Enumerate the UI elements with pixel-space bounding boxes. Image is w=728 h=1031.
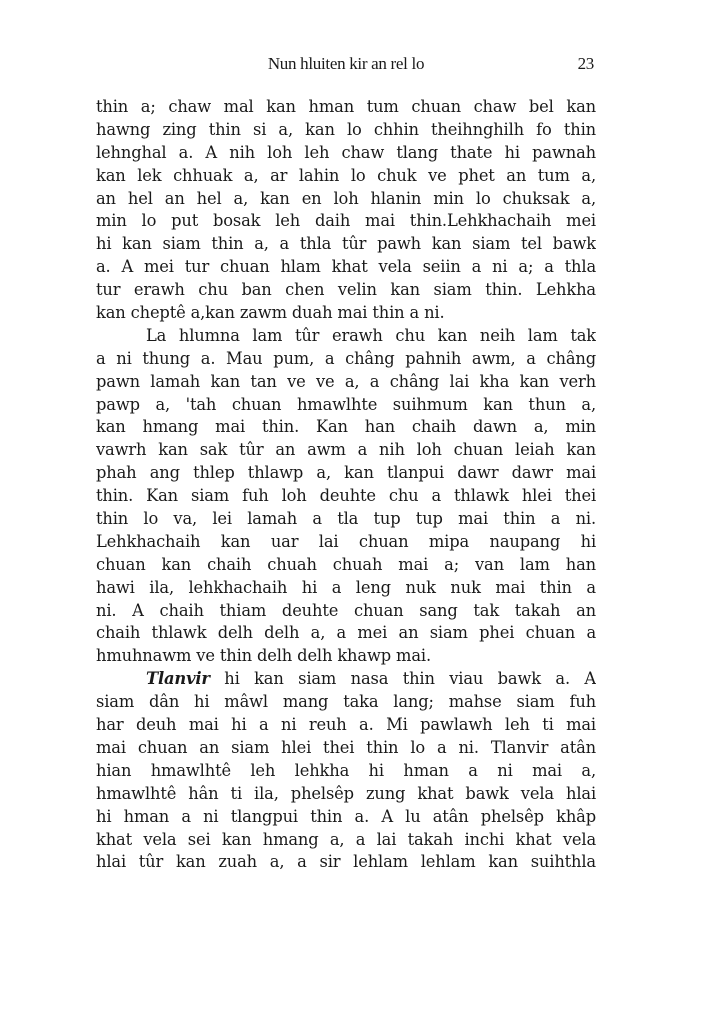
text-line: min lo put bosak leh daih mai thin.Lehkhachaih mei xyxy=(96,211,596,231)
text-line: pawp a, 'tah chuan hmawlhte suihmum kan thun a, xyxy=(96,394,596,414)
text-line: kan lek chhuak a, ar lahin lo chuk ve phet an tum a, xyxy=(96,165,596,185)
text-line: hawi ila, lehkhachaih hi a leng nuk nuk mai thin a xyxy=(96,577,596,597)
text-line: La hlumna lam tûr erawh chu kan neih lam tak xyxy=(146,325,596,345)
text-line: lehnghal a. A nih loh leh chaw tlang thate hi pawnah xyxy=(96,142,596,162)
text-line: hi kan siam thin a, a thla tûr pawh kan siam tel bawk xyxy=(96,234,596,254)
running-head xyxy=(96,54,596,78)
text-line: an hel an hel a, kan en loh hlanin min lo chuksak a, xyxy=(96,188,596,208)
text-run: hi kan siam nasa thin viau bawk a. A xyxy=(209,669,596,689)
text-line: hmuhnawm ve thin delh delh khawp mai. xyxy=(96,646,431,666)
text-line: siam dân hi mâwl mang taka lang; mahse siam fuh xyxy=(96,692,596,712)
text-line: Lehkhachaih kan uar lai chuan mipa naupang hi xyxy=(96,531,596,551)
text-line: chuan kan chaih chuah chuah mai a; van lam han xyxy=(96,554,596,574)
text-line: hi hman a ni tlangpui thin a. A lu atân phelsêp khâp xyxy=(96,806,596,826)
text-line: kan hmang mai thin. Kan han chaih dawn a, min xyxy=(96,417,596,437)
text-line: chaih thlawk delh delh a, a mei an siam phei chuan a xyxy=(96,623,596,643)
text-line: a ni thung a. Mau pum, a châng pahnih awm, a châng xyxy=(96,348,596,368)
text-line: mai chuan an siam hlei thei thin lo a ni. Tlanvir atân xyxy=(96,737,596,757)
running-title: Nun hluiten kir an rel lo xyxy=(267,54,425,73)
body-text xyxy=(96,96,596,874)
book-page xyxy=(96,0,596,1031)
text-line: tur erawh chu ban chen velin kan siam thin. Lehkha xyxy=(96,280,596,300)
text-line: khat vela sei kan hmang a, a lai takah inchi khat vela xyxy=(96,829,596,849)
text-line: thin lo va, lei lamah a tla tup tup mai thin a ni. xyxy=(96,509,596,529)
text-line: pawn lamah kan tan ve ve a, a châng lai kha kan verh xyxy=(96,371,596,391)
text-line: kan cheptê a,kan zawm duah mai thin a ni. xyxy=(96,303,445,323)
text-line: thin. Kan siam fuh loh deuhte chu a thlawk hlei thei xyxy=(96,486,596,506)
page-number: 23 xyxy=(577,54,594,73)
text-line: hian hmawlhtê leh lehkha hi hman a ni mai a, xyxy=(96,760,596,780)
text-line xyxy=(96,668,596,691)
emphasis-term: Tlanvir xyxy=(146,669,210,689)
paragraph-1 xyxy=(96,96,596,325)
text-line: hlai tûr kan zuah a, a sir lehlam lehlam kan suihthla xyxy=(96,852,596,872)
text-line: a. A mei tur chuan hlam khat vela seiin a ni a; a thla xyxy=(96,257,596,277)
text-line: ni. A chaih thiam deuhte chuan sang tak takah an xyxy=(96,600,596,620)
paragraph-2 xyxy=(96,325,596,668)
text-line: hawng zing thin si a, kan lo chhin theihnghilh fo thin xyxy=(96,119,596,139)
text-line: phah ang thlep thlawp a, kan tlanpui dawr dawr mai xyxy=(96,463,596,483)
text-line: thin a; chaw mal kan hman tum chuan chaw bel kan xyxy=(96,97,596,116)
paragraph-3 xyxy=(96,668,596,874)
text-line: hmawlhtê hân ti ila, phelsêp zung khat bawk vela hlai xyxy=(96,783,596,803)
text-line: har deuh mai hi a ni reuh a. Mi pawlawh leh ti mai xyxy=(96,715,596,735)
text-line: vawrh kan sak tûr an awm a nih loh chuan leiah kan xyxy=(96,440,596,460)
